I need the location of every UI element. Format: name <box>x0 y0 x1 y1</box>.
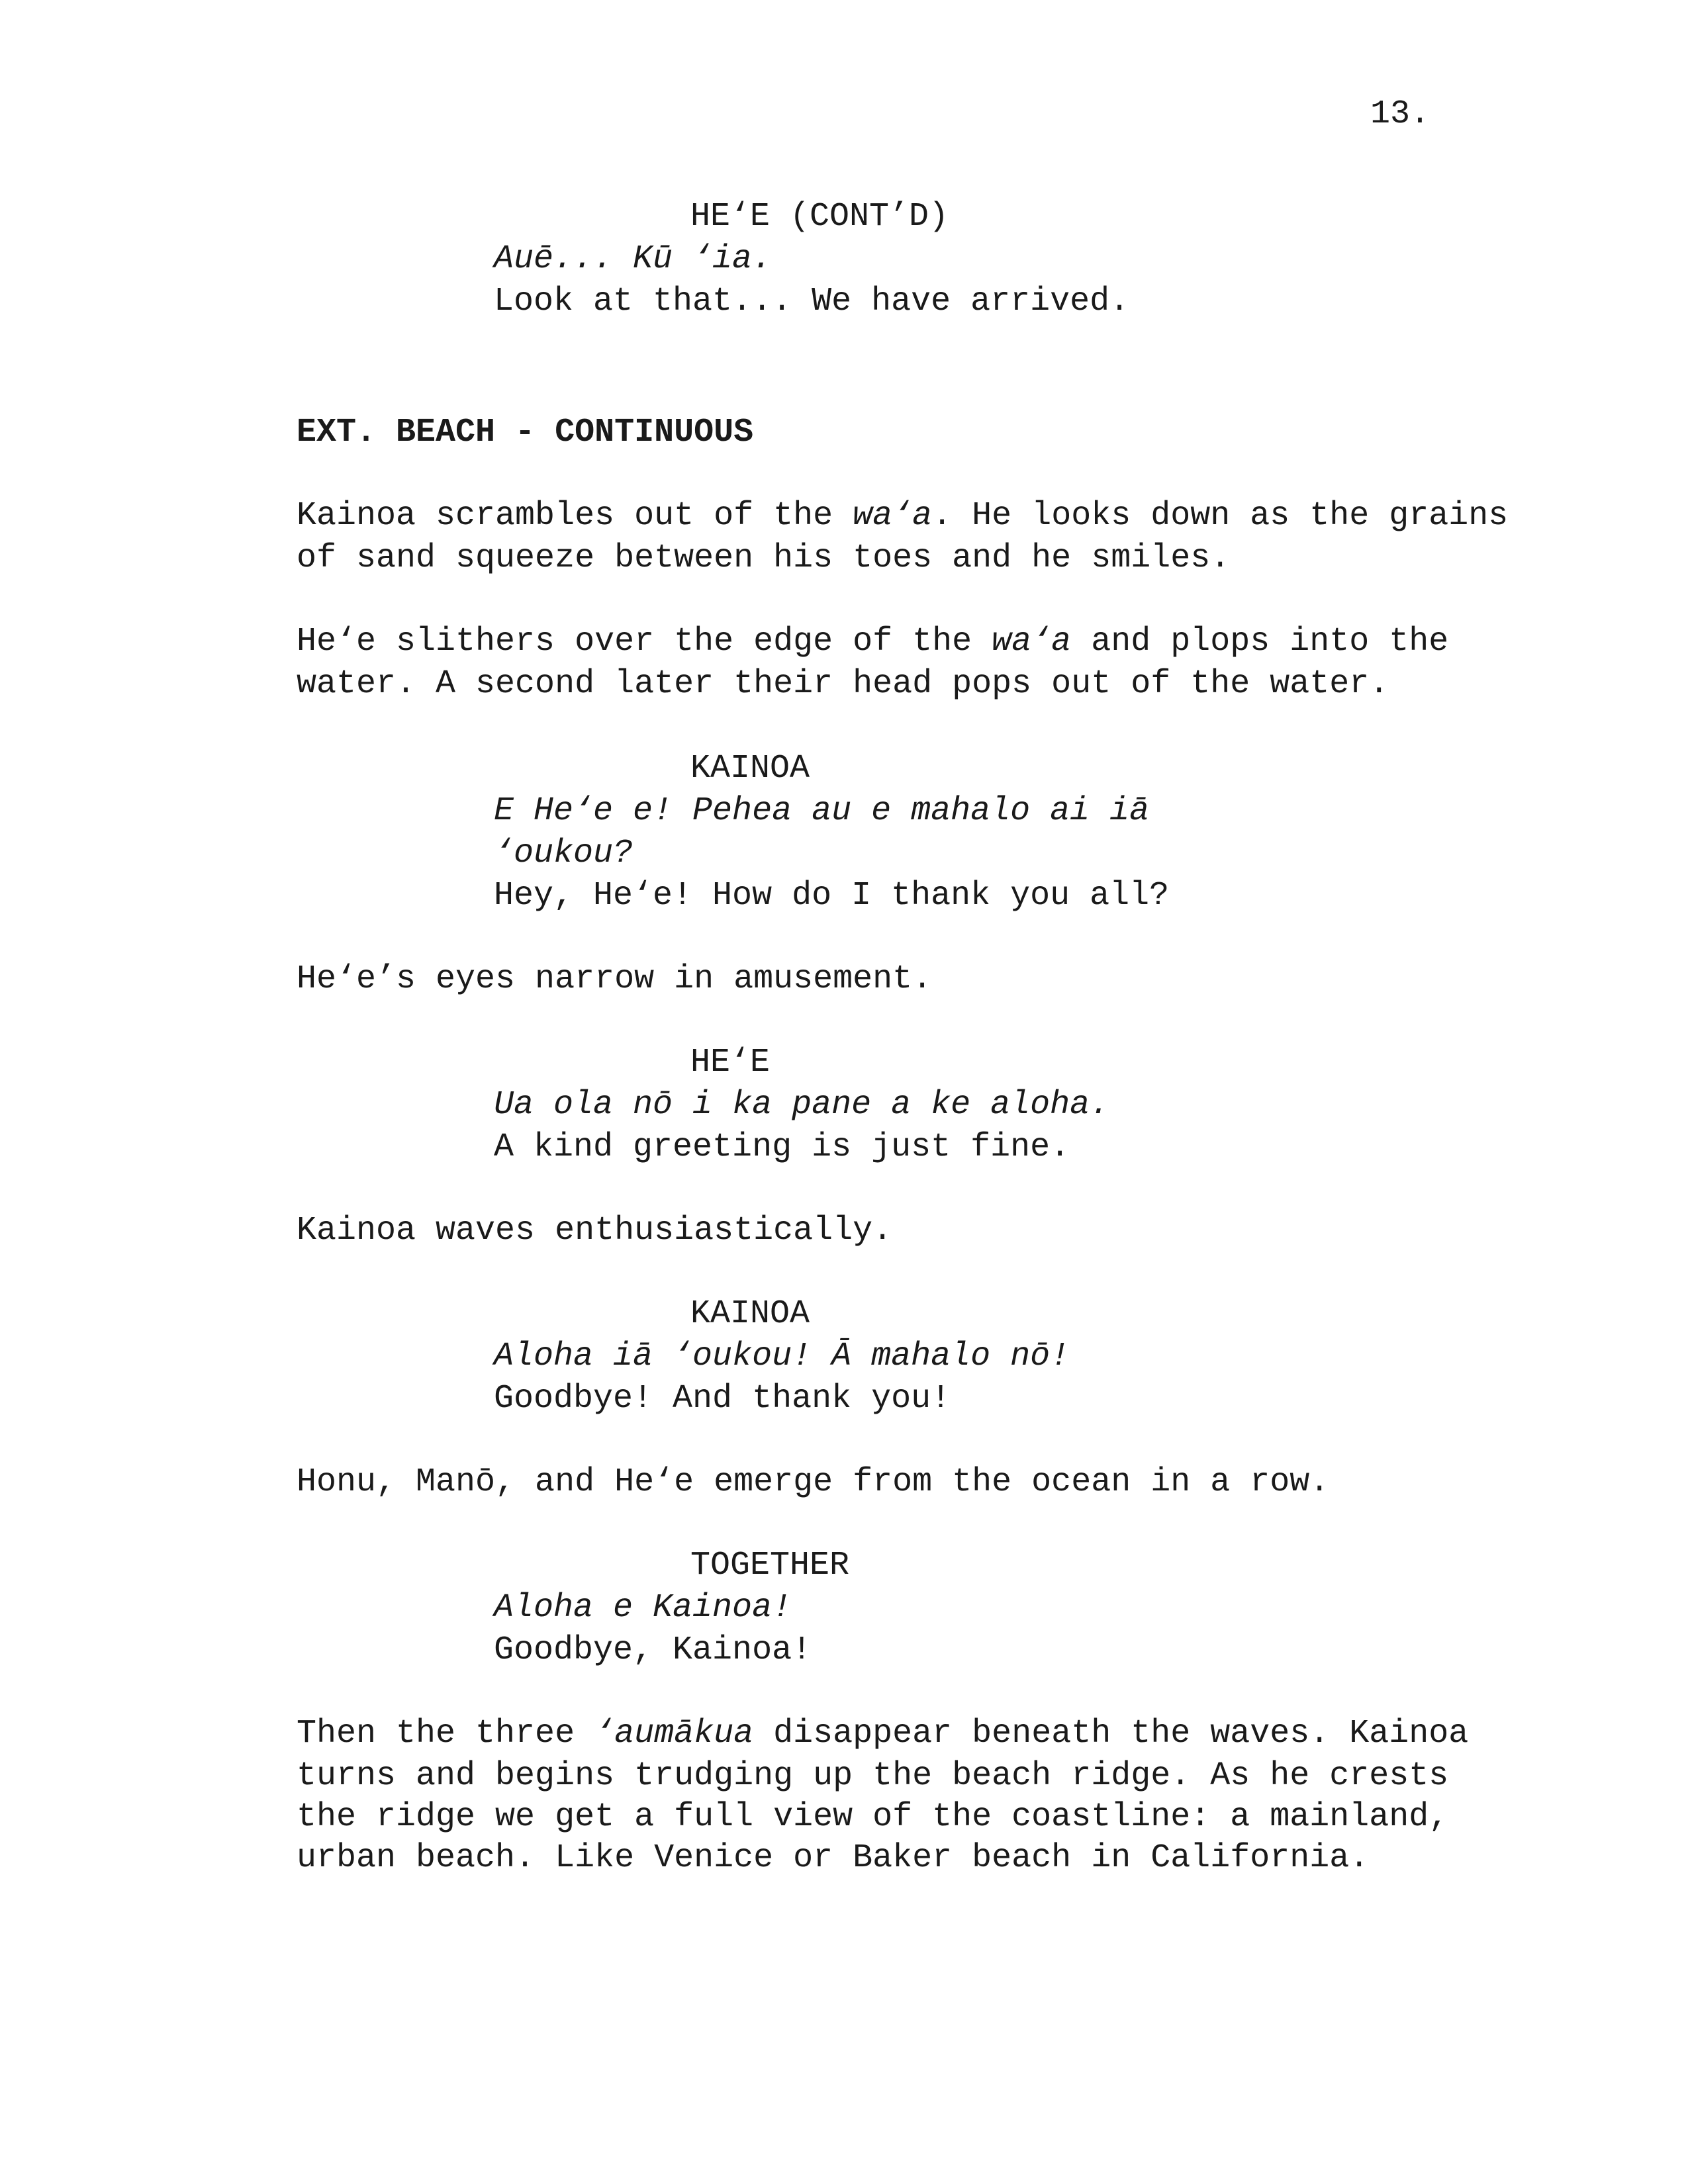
action-text: Then the three <box>297 1715 595 1752</box>
dialogue-english: Look at that... We have arrived. <box>494 283 1130 320</box>
action-text: He‘e slithers over the edge of the <box>297 623 992 660</box>
action-text: Kainoa scrambles out of the <box>297 497 853 535</box>
action-text: disappear beneath the waves. Kainoa <box>753 1715 1469 1752</box>
dialogue-hawaiian: Auē... Kū ‘ia. <box>494 240 773 278</box>
dialogue-hawaiian: ‘oukou? <box>494 835 633 872</box>
character-name: TOGETHER <box>690 1547 850 1584</box>
dialogue-english: A kind greeting is just fine. <box>494 1128 1070 1166</box>
dialogue-hawaiian: Aloha iā ‘oukou! Ā mahalo nō! <box>494 1338 1070 1375</box>
action-text: and plops into the <box>1071 623 1449 660</box>
action-line <box>297 1713 1468 1755</box>
dialogue-hawaiian: E He‘e e! Pehea au e mahalo ai iā <box>494 792 1150 830</box>
dialogue-english: Hey, He‘e! How do I thank you all? <box>494 877 1170 915</box>
action-line: the ridge we get a full view of the coastline: a mainland, <box>297 1798 1449 1836</box>
action-text: . He looks down as the grains <box>932 497 1509 535</box>
dialogue-english: Goodbye! And thank you! <box>494 1380 951 1418</box>
action-italic-word: wa‘a <box>853 497 933 535</box>
action-line: Honu, Manō, and He‘e emerge from the ocean in a row. <box>297 1463 1330 1501</box>
action-italic-word: wa‘a <box>992 623 1072 660</box>
action-line: Kainoa waves enthusiastically. <box>297 1212 893 1250</box>
action-line <box>297 495 1508 537</box>
action-line: He‘e’s eyes narrow in amusement. <box>297 960 933 998</box>
character-name: HE‘E <box>690 1044 771 1081</box>
page-number: 13. <box>1370 95 1430 133</box>
action-line: of sand squeeze between his toes and he smiles. <box>297 539 1231 577</box>
action-italic-word: ‘aumākua <box>594 1715 754 1752</box>
dialogue-hawaiian: Ua ola nō i ka pane a ke aloha. <box>494 1086 1110 1124</box>
action-line <box>297 621 1448 663</box>
scene-heading: EXT. BEACH - CONTINUOUS <box>297 414 754 451</box>
character-name: KAINOA <box>690 1295 810 1333</box>
character-name: KAINOA <box>690 750 810 788</box>
action-line: turns and begins trudging up the beach ridge. As he crests <box>297 1757 1449 1795</box>
character-name: HE‘E (CONT’D) <box>690 198 949 236</box>
dialogue-english: Goodbye, Kainoa! <box>494 1631 812 1669</box>
action-line: water. A second later their head pops out of the water. <box>297 665 1389 703</box>
dialogue-hawaiian: Aloha e Kainoa! <box>494 1589 792 1627</box>
action-line: urban beach. Like Venice or Baker beach in California. <box>297 1839 1370 1877</box>
